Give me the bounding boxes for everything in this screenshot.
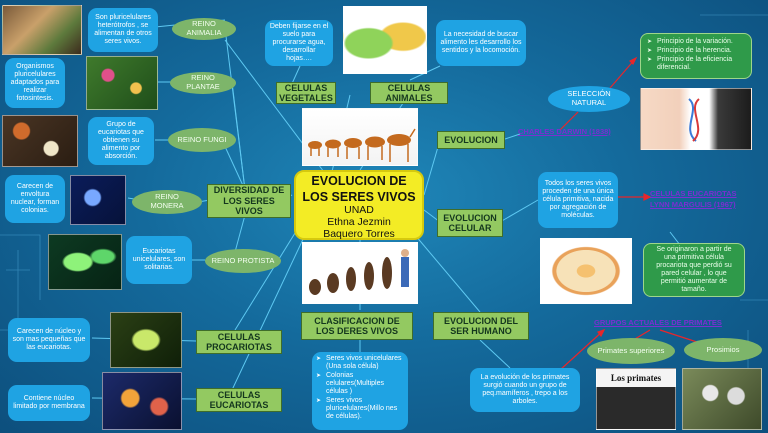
dna-helix-drawing [641, 89, 751, 149]
horses-drawing [303, 109, 417, 165]
grupos-primates-link[interactable]: GRUPOS ACTUALES DE PRIMATES [594, 318, 722, 327]
procariota-photo [110, 312, 182, 368]
protista-note: Eucariotas unicelulares, son solitarias. [126, 236, 192, 284]
celulas-animales-node[interactable]: CELULAS ANIMALES [370, 82, 448, 104]
principio-3: ➤ Principio de la eficiencia diferencial. [657, 56, 745, 72]
lynn-margulis-link[interactable]: LYNN MARGULIS (1967) [650, 200, 736, 209]
reino-fungi-node[interactable]: REINO FUNGI [168, 128, 236, 152]
eucariotas-origen-note: Se originaron a partir de una primitiva célula procariota que perdió su pared celular , lo que permitió aumentar de tamaño. [643, 243, 745, 297]
procariotas-note: Carecen de núcleo y son mas pequeñas que las eucariotas. [8, 318, 90, 362]
fungi-note: Grupo de eucariotas que obtienen su alimento por absorción. [88, 117, 154, 165]
plants-photo [86, 56, 158, 110]
clasificacion-item-1: ➤ Seres vivos unicelulares (Una sola célula) [326, 355, 404, 371]
monera-photo [70, 175, 126, 225]
animals-photo [2, 5, 82, 55]
eucariota-photo [102, 372, 182, 430]
eucariotas-note: Contiene núcleo limitado por membrana [8, 385, 90, 421]
seleccion-natural-node[interactable]: SELECCIÓN NATURAL [548, 86, 630, 112]
celular-note: Todos los seres vivos proceden de una única célula primitiva, nacida por agregación de moléculas. [538, 172, 618, 228]
principios-box [640, 33, 752, 79]
celulas-vegetales-node[interactable]: CELULAS VEGETALES [276, 82, 336, 104]
celulas-eucariotas-node[interactable]: CELULAS EUCARIOTAS [196, 388, 282, 412]
vegetales-note: Deben fijarse en el suelo para procurarse agua, desarrollar hojas…. [265, 20, 333, 66]
fungi-photo [2, 115, 78, 167]
title-line-1: EVOLUCION DE [311, 174, 407, 188]
hand-dna-ape-image [640, 88, 752, 150]
clasificacion-node[interactable]: CLASIFICACION DE LOS DERES VIVOS [301, 312, 413, 340]
animalia-note: Son pluricelulares heterótrofos , se alimentan de otros seres vivos. [88, 8, 158, 52]
animales-note: La necesidad de buscar alimento les desarrollo los sentidos y la locomoción. [436, 20, 526, 66]
charles-darwin-link[interactable]: CHARLES DARWIN (1838) [518, 127, 611, 136]
prosimios-node[interactable]: Prosimios [684, 338, 762, 362]
lemur-photo [682, 368, 762, 430]
title-line-2: LOS SERES VIVOS [302, 190, 416, 204]
reino-plantae-node[interactable]: REINO PLANTAE [170, 72, 236, 94]
book-title: Los primates [610, 373, 662, 383]
monera-note: Carecen de envoltura nuclear, forman colonias. [5, 175, 65, 223]
primates-superiores-node[interactable]: Primates superiores [587, 338, 675, 364]
diversidad-node[interactable]: DIVERSIDAD DE LOS SERES VIVOS [207, 184, 291, 218]
human-evolution-image [302, 242, 418, 304]
plantae-note: Organismos pluricelulares adaptados para realizar fotosintesis. [5, 58, 65, 108]
author-last-name: Baquero Torres [323, 228, 395, 240]
clasificacion-item-3: ➤ Seres vivos pluricelulares(Millo nes de células). [326, 397, 404, 421]
celulas-eucariotas-link[interactable]: CELULAS EUCARIOTAS [650, 189, 737, 198]
evolucion-celular-node[interactable]: EVOLUCION CELULAR [437, 209, 503, 237]
reino-protista-node[interactable]: REINO PROTISTA [205, 249, 281, 273]
clasificacion-list [312, 352, 408, 430]
protista-photo [48, 234, 122, 290]
celulas-procariotas-node[interactable]: CELULAS PROCARIOTAS [196, 330, 282, 354]
principio-1: ➤ Principio de la variación. [657, 38, 745, 46]
evolucion-humano-node[interactable]: EVOLUCION DEL SER HUMANO [433, 312, 529, 340]
humano-note: La evolución de los primates surgió cuando un grupo de peq.mamíferos , trepo a los arboles. [470, 368, 580, 412]
evolucion-node[interactable]: EVOLUCION [437, 131, 505, 149]
horse-evolution-image [302, 108, 418, 166]
clasificacion-item-2: ➤ Colonias celulares(Multiples células ) [326, 372, 404, 396]
author-first-name: Ethna Jezmin [327, 216, 391, 228]
reino-monera-node[interactable]: REINO MONERA [132, 190, 202, 214]
human-march-drawing [303, 243, 417, 303]
animal-cell-diagram [540, 238, 632, 304]
central-topic[interactable] [294, 170, 424, 240]
principio-2: ➤ Principio de la herencia. [657, 47, 745, 55]
reino-animalia-node[interactable]: REINO ANIMALIA [172, 18, 236, 40]
plant-animal-cell-image [343, 6, 427, 74]
title-line-3: UNAD [344, 204, 374, 216]
primates-book-image [596, 368, 676, 430]
